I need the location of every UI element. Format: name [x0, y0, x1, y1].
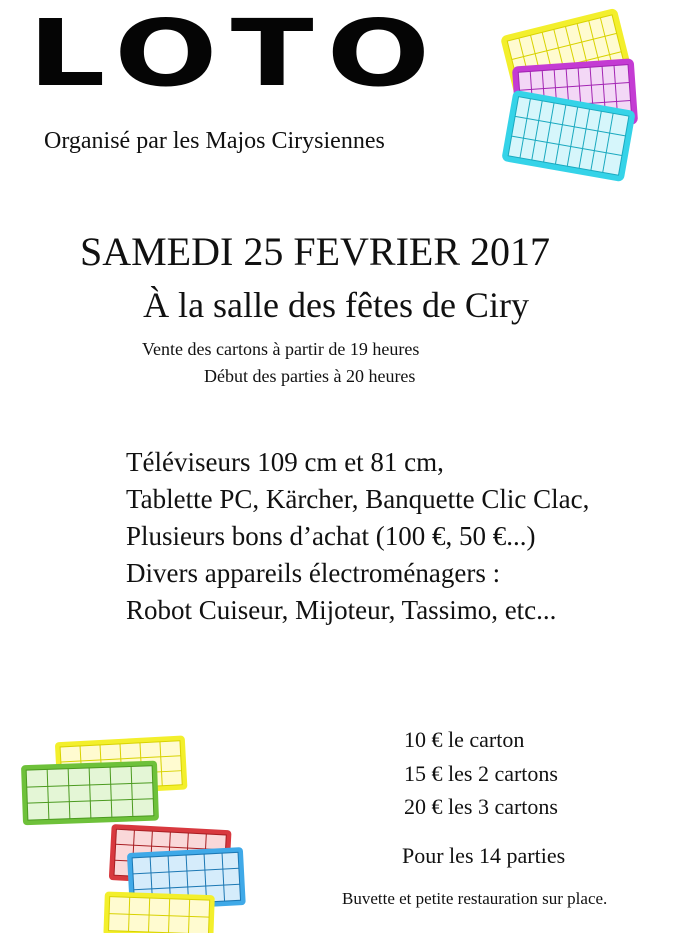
event-date: SAMEDI 25 FEVRIER 2017 [79, 229, 551, 274]
prize-line: Téléviseurs 109 cm et 81 cm, [126, 447, 444, 477]
bingo-cards-top-illustration [500, 0, 660, 200]
bingo-cards-bottom-illustration [18, 733, 258, 933]
price-one-card: 10 € le carton [404, 727, 525, 752]
games-start-time: Début des parties à 20 heures [204, 366, 416, 386]
event-venue: À la salle des fêtes de Ciry [143, 285, 529, 325]
price-two-cards: 15 € les 2 cartons [404, 761, 558, 786]
poster-title: LOTO [28, 0, 444, 107]
refreshments-note: Buvette et petite restauration sur place. [342, 889, 608, 908]
prizes-list [126, 444, 589, 629]
card-sale-time: Vente des cartons à partir de 19 heures [142, 339, 420, 359]
prize-line: Robot Cuiseur, Mijoteur, Tassimo, etc... [126, 595, 557, 625]
prize-line: Plusieurs bons d’achat (100 €, 50 €...) [126, 521, 536, 551]
organizer-line: Organisé par les Majos Cirysiennes [44, 128, 385, 154]
price-three-cards: 20 € les 3 cartons [404, 794, 558, 819]
prize-line: Tablette PC, Kärcher, Banquette Clic Clac, [126, 484, 590, 514]
games-count: Pour les 14 parties [402, 843, 566, 868]
prize-line: Divers appareils électroménagers : [126, 558, 501, 588]
